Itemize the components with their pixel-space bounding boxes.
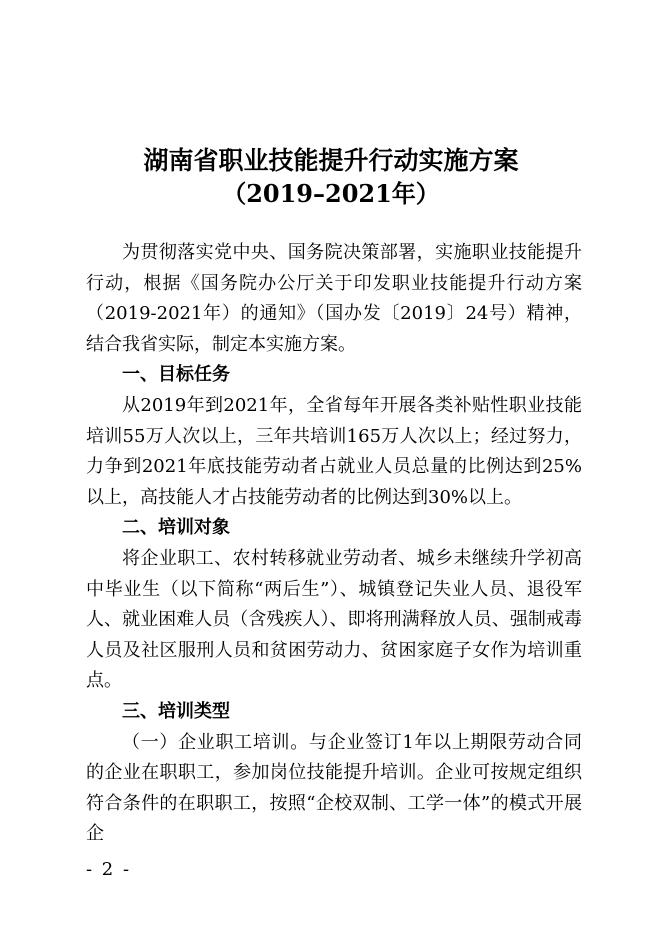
page-number: - 2 - bbox=[86, 859, 132, 880]
section-heading-goals: 一、目标任务 bbox=[122, 364, 230, 386]
document-title: 湖南省职业技能提升行动实施方案 bbox=[143, 146, 519, 175]
goals-paragraph: 从2019年到2021年，全省每年开展各类补贴性职业技能培训55万人次以上，三年共培训165万人次以上；经过努力，力争到2021年底技能劳动者占就业人员总量的比例达到25%以上，高技能人才占技能劳动者的比例达到30%以上。 bbox=[86, 394, 582, 508]
document-title-years: （2019–2021年） bbox=[222, 179, 440, 208]
section-heading-types: 三、培训类型 bbox=[122, 700, 230, 722]
intro-paragraph: 为贯彻落实党中央、国务院决策部署，实施职业技能提升行动，根据《国务院办公厅关于印发职业技能提升行动方案（2019-2021年）的通知》（国办发〔2019〕24号）精神，结合我省实际，制定本实施方案。 bbox=[86, 242, 582, 355]
targets-paragraph: 将企业职工、农村转移就业劳动者、城乡未继续升学初高中毕业生（以下简称“两后生”）、城镇登记失业人员、退役军人、就业困难人员（含残疾人）、即将刑满释放人员、强制戒毒人员及社区服刑人员和贫困劳动力、贫困家庭子女作为培训重点。 bbox=[86, 547, 582, 692]
document-body bbox=[86, 238, 582, 850]
section-heading-targets: 二、培训对象 bbox=[122, 517, 230, 539]
types-paragraph: （一）企业职工培训。与企业签订1年以上期限劳动合同的企业在职职工，参加岗位技能提升培训。企业可按规定组织符合条件的在职职工，按照“企校双制、工学一体”的模式开展企 bbox=[86, 731, 582, 845]
